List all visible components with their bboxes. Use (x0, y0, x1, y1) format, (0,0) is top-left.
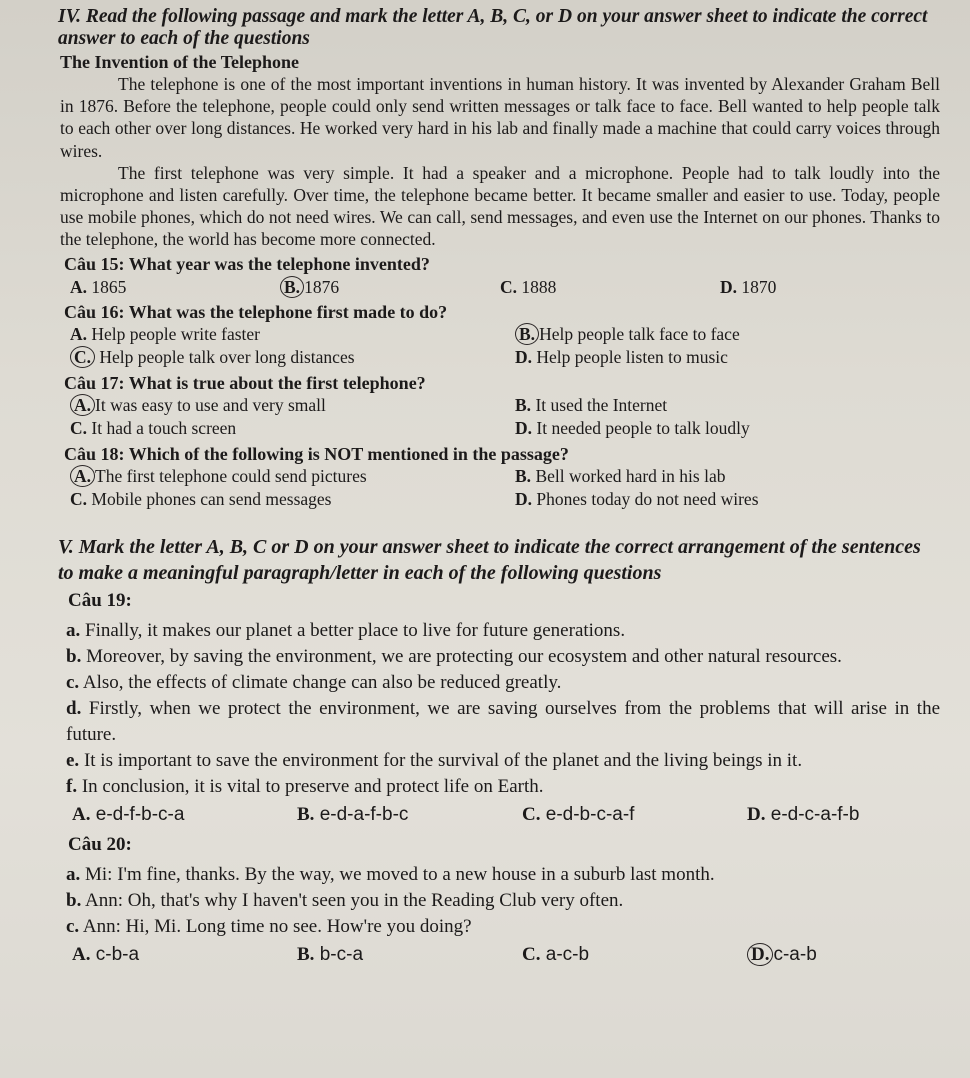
passage-title: The Invention of the Telephone (60, 52, 300, 72)
option-a[interactable]: A. It was easy to use and very small (70, 394, 495, 418)
sentence-d: d. Firstly, when we protect the environment, we are saving ourselves from the problems that will arise in the future. (66, 697, 941, 745)
question-17-options (70, 394, 940, 441)
question-18-options (70, 465, 940, 512)
question-19-options (72, 802, 940, 828)
option-c[interactable]: C. It had a touch screen (70, 418, 237, 439)
option-b[interactable]: B. Bell worked hard in his lab (515, 465, 726, 486)
option-d[interactable]: D. Help people listen to music (515, 347, 728, 368)
question-19 (58, 588, 940, 828)
question-15 (58, 253, 940, 299)
option-d[interactable]: D. e-d-c-a-f-b (747, 803, 860, 825)
passage-paragraph-2: The first telephone was very simple. It had a speaker and a microphone. People had to talk loudly into the microphone and listen carefully. Over time, the telephone became better. It became smaller and easier to use. Today, people use mobile phones, which do not need wires. We can call, send messages, and even use the Internet on our phones. Thanks to the telephone, the world has become more connected. (60, 162, 940, 250)
sentence-b: b. Moreover, by saving the environment, we are protecting our ecosystem and other natural resources. (66, 645, 842, 667)
question-18 (58, 443, 940, 512)
question-20-label: Câu 20: (68, 833, 132, 855)
sentence-a: a. Mi: I'm fine, thanks. By the way, we moved to a new house in a suburb last month. (66, 863, 715, 885)
question-15-stem: Câu 15: What year was the telephone invented? (64, 253, 430, 274)
option-d[interactable]: D. 1870 (720, 276, 777, 297)
sentence-f: f. In conclusion, it is vital to preserve and protect life on Earth. (66, 775, 544, 797)
option-c[interactable]: C. e-d-b-c-a-f (522, 803, 635, 825)
section4-heading: IV. Read the following passage and mark the letter A, B, C, or D on your answer sheet to indicate the correct answer to each of the questions (58, 6, 928, 49)
option-a[interactable]: A. e-d-f-b-c-a (72, 803, 185, 825)
circled-answer-mark: B. (515, 323, 539, 345)
option-b[interactable]: B. 1876 (280, 275, 500, 299)
option-b[interactable]: B. b-c-a (297, 943, 364, 965)
option-c[interactable]: C. 1888 (500, 276, 557, 297)
option-c[interactable]: C. Help people talk over long distances (70, 346, 495, 370)
option-b[interactable]: B. It used the Internet (515, 394, 668, 415)
section5-heading: V. Mark the letter A, B, C or D on your answer sheet to indicate the correct arrangement of the sentences to make a meaningful paragraph/letter in each of the following questions (58, 535, 921, 584)
question-19-label: Câu 19: (68, 589, 132, 611)
option-b[interactable]: B. e-d-a-f-b-c (297, 803, 409, 825)
option-d[interactable]: D. c-a-b (747, 942, 940, 968)
question-17 (58, 372, 940, 441)
option-c[interactable]: C. a-c-b (522, 943, 590, 965)
option-b[interactable]: B. Help people talk face to face (515, 323, 940, 347)
sentence-e: e. It is important to save the environment for the survival of the planet and the living beings in it. (66, 749, 803, 771)
question-16-stem: Câu 16: What was the telephone first made to do? (64, 301, 448, 322)
sentence-b: b. Ann: Oh, that's why I haven't seen you in the Reading Club very often. (66, 889, 624, 911)
question-18-stem: Câu 18: Which of the following is NOT mentioned in the passage? (64, 443, 569, 464)
question-15-options (70, 275, 940, 299)
question-16 (58, 301, 940, 370)
passage-paragraph-1: The telephone is one of the most important inventions in human history. It was invented by Alexander Graham Bell in 1876. Before the telephone, people could only send written messages or talk face to face. Bell wanted to help people talk to each other over long distances. He worked very hard in his lab and finally made a machine that could carry voices through wires. (60, 74, 940, 161)
option-a[interactable]: A. 1865 (70, 276, 127, 297)
option-c[interactable]: C. Mobile phones can send messages (70, 489, 332, 510)
sentence-a: a. Finally, it makes our planet a better place to live for future generations. (66, 619, 626, 641)
circled-answer-mark: D. (747, 943, 773, 966)
section5 (58, 534, 940, 968)
option-a[interactable]: A. c-b-a (72, 943, 140, 965)
option-a[interactable]: A. The first telephone could send pictures (70, 465, 495, 489)
question-16-options (70, 323, 940, 370)
circled-answer-mark: B. (280, 276, 304, 298)
option-a[interactable]: A. Help people write faster (70, 323, 260, 344)
sentence-c: c. Ann: Hi, Mi. Long time no see. How're you doing? (66, 915, 472, 937)
question-20-options (72, 942, 940, 968)
option-d[interactable]: D. Phones today do not need wires (515, 489, 759, 510)
question-17-stem: Câu 17: What is true about the first telephone? (64, 372, 426, 393)
circled-answer-mark: C. (70, 346, 95, 368)
circled-answer-mark: A. (70, 394, 95, 416)
circled-answer-mark: A. (70, 465, 95, 487)
question-20 (58, 832, 940, 968)
sentence-c: c. Also, the effects of climate change can also be reduced greatly. (66, 671, 562, 693)
option-d[interactable]: D. It needed people to talk loudly (515, 418, 750, 439)
